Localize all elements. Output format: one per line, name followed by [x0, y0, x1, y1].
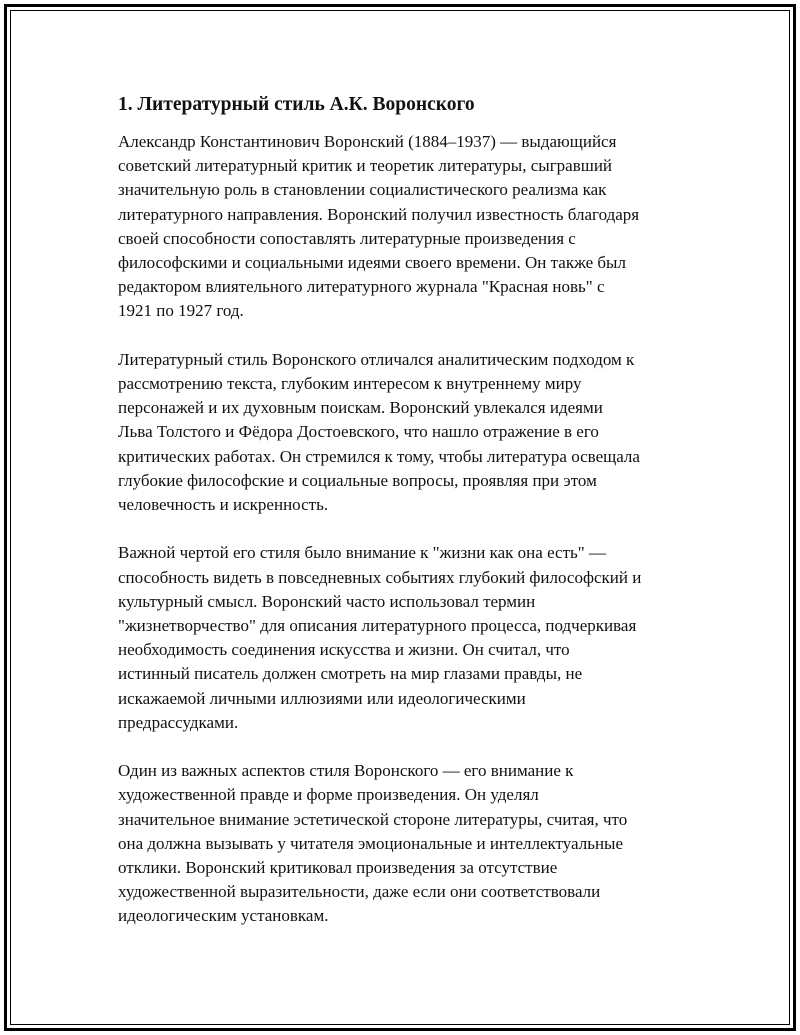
section-heading: 1. Литературный стиль А.К. Воронского — [118, 94, 475, 115]
text-line: необходимость соединения искусства и жизни. Он считал, что — [118, 640, 570, 660]
text-line: она должна вызывать у читателя эмоциональные и интеллектуальные — [118, 833, 624, 853]
text-line: советский литературный критик и теоретик литературы, сыгравший — [118, 156, 613, 176]
text-line: значительную роль в становлении социалистического реализма как — [118, 180, 607, 200]
text-line: философскими и социальными идеями своего времени. Он также был — [118, 253, 626, 273]
paragraph-2 — [118, 348, 698, 517]
text-line: предрассудками. — [118, 712, 239, 732]
text-line: персонажей и их духовным поискам. Воронский увлекался идеями — [118, 398, 603, 418]
text-line: критических работах. Он стремился к тому, чтобы литература освещала — [118, 446, 640, 466]
text-line: литературного направления. Воронский получил известность благодаря — [118, 204, 640, 224]
text-line: истинный писатель должен смотреть на мир глазами правды, не — [118, 664, 583, 684]
text-line: глубокие философские и социальные вопросы, проявляя при этом — [118, 470, 597, 490]
paragraph-1 — [118, 130, 698, 324]
text-line: Важной чертой его стиля было внимание к "жизни как она есть" — — [118, 543, 606, 563]
text-line: значительное внимание эстетической стороне литературы, считая, что — [118, 809, 628, 829]
text-line: "жизнетворчество" для описания литературного процесса, подчеркивая — [118, 616, 637, 636]
text-line: отклики. Воронский критиковал произведения за отсутствие — [118, 858, 558, 878]
document-body — [118, 92, 698, 953]
text-line: искажаемой личными иллюзиями или идеологическими — [118, 688, 526, 708]
text-line: своей способности сопоставлять литературные произведения с — [118, 228, 576, 248]
text-line: Александр Константинович Воронский (1884–1937) — выдающийся — [118, 132, 617, 151]
text-line: идеологическим установкам. — [118, 906, 329, 926]
text-line: Литературный стиль Воронского отличался аналитическим подходом к — [118, 349, 635, 369]
paragraph-3 — [118, 541, 698, 735]
text-line: Один из важных аспектов стиля Воронского — его внимание к — [118, 761, 574, 781]
text-line: Льва Толстого и Фёдора Достоевского, что нашло отражение в его — [118, 422, 599, 442]
text-line: художественной правде и форме произведения. Он уделял — [118, 785, 539, 805]
paragraph-4 — [118, 759, 698, 928]
text-line: рассмотрению текста, глубоким интересом к внутреннему миру — [118, 374, 582, 394]
text-line: художественной выразительности, даже если они соответствовали — [118, 882, 601, 902]
text-line: редактором влиятельного литературного журнала "Красная новь" с — [118, 277, 605, 297]
text-line: культурный смысл. Воронский часто использовал термин — [118, 591, 536, 611]
text-line: человечность и искренность. — [118, 495, 329, 515]
text-line: 1921 по 1927 год. — [118, 301, 244, 321]
text-line: способность видеть в повседневных событиях глубокий философский и — [118, 567, 642, 587]
